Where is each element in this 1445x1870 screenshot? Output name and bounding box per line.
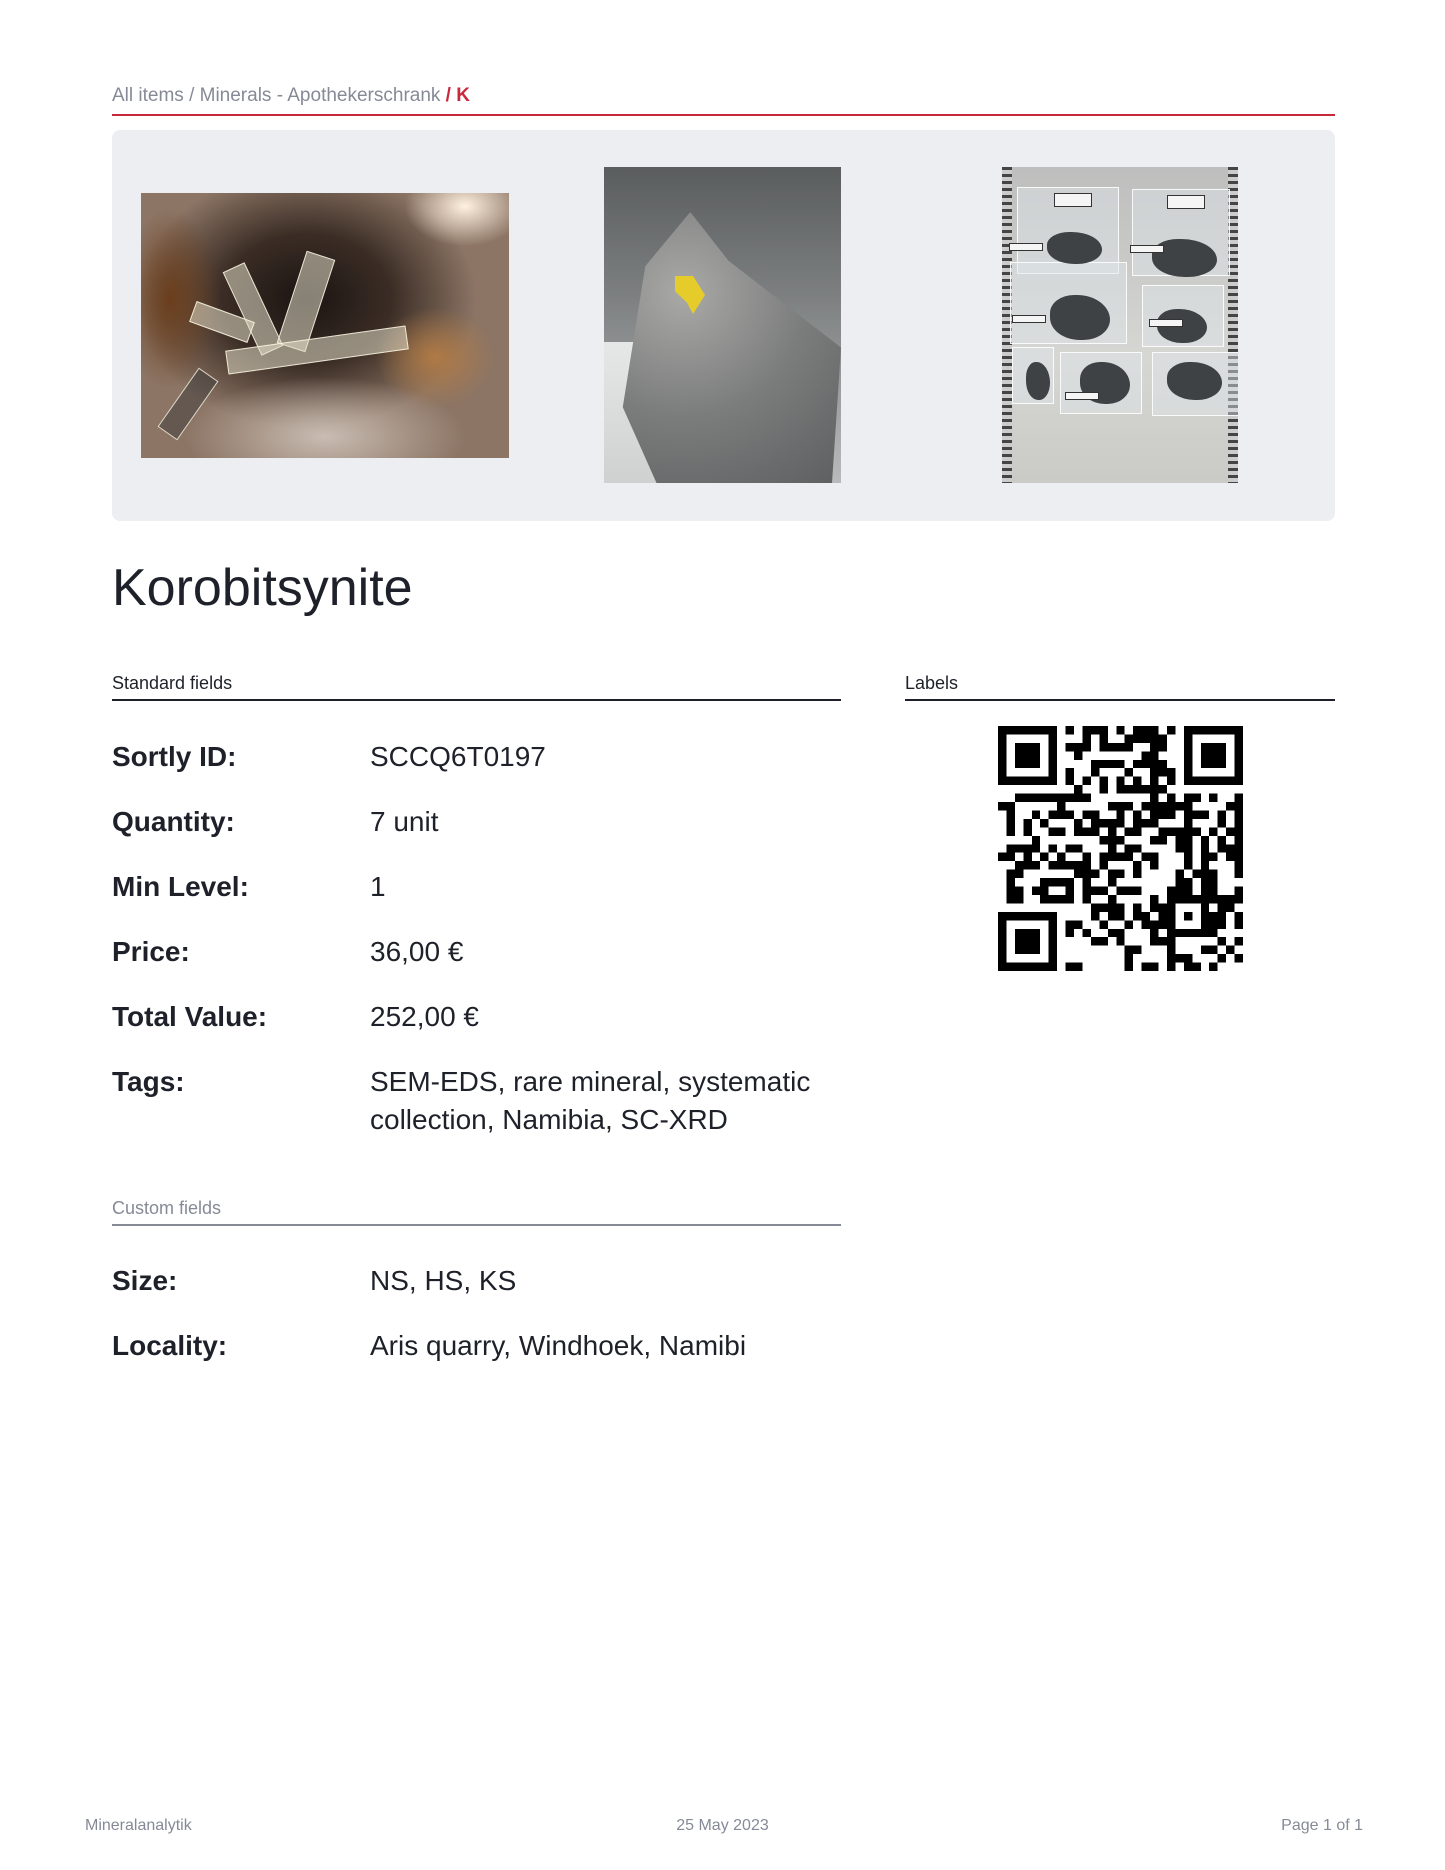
field-value: Aris quarry, Windhoek, Namibi (370, 1330, 747, 1361)
breadcrumb-current: / K (440, 85, 470, 106)
footer-date: 25 May 2023 (676, 1817, 769, 1834)
field-label: Locality: (112, 1330, 228, 1361)
breadcrumb-path[interactable]: All items / Minerals - Apothekerschrank (112, 85, 441, 106)
labels-header: Labels (905, 672, 1335, 701)
field-label: Price: (112, 936, 190, 967)
field-value: SCCQ6T0197 (370, 741, 546, 772)
custom-fields-header: Custom fields (112, 1197, 841, 1226)
field-label: Total Value: (112, 1001, 268, 1032)
breadcrumb (112, 84, 1335, 116)
field-label: Sortly ID: (112, 741, 237, 772)
footer-company: Mineralanalytik (85, 1817, 192, 1834)
field-value: SEM-EDS, rare mineral, systematic collection, Namibia, SC-XRD (370, 1066, 811, 1135)
field-value: 1 (370, 871, 386, 902)
field-label: Size: (112, 1265, 178, 1296)
field-value: 252,00 € (370, 1001, 479, 1032)
item-title: Korobitsynite (112, 559, 413, 617)
field-label: Quantity: (112, 806, 235, 837)
field-label: Min Level: (112, 871, 249, 902)
footer-page-number: Page 1 of 1 (1281, 1817, 1363, 1834)
field-label: Tags: (112, 1066, 185, 1097)
qr-code-icon (998, 726, 1243, 971)
field-value: 36,00 € (370, 936, 464, 967)
standard-fields-header: Standard fields (112, 672, 841, 701)
photo-rock-specimen[interactable] (604, 167, 841, 483)
photo-specimen-boxes[interactable] (1002, 167, 1238, 483)
field-value: 7 unit (370, 806, 439, 837)
photo-gallery (112, 130, 1335, 521)
field-value: NS, HS, KS (370, 1265, 517, 1296)
photo-crystal-micrograph[interactable] (141, 193, 509, 458)
